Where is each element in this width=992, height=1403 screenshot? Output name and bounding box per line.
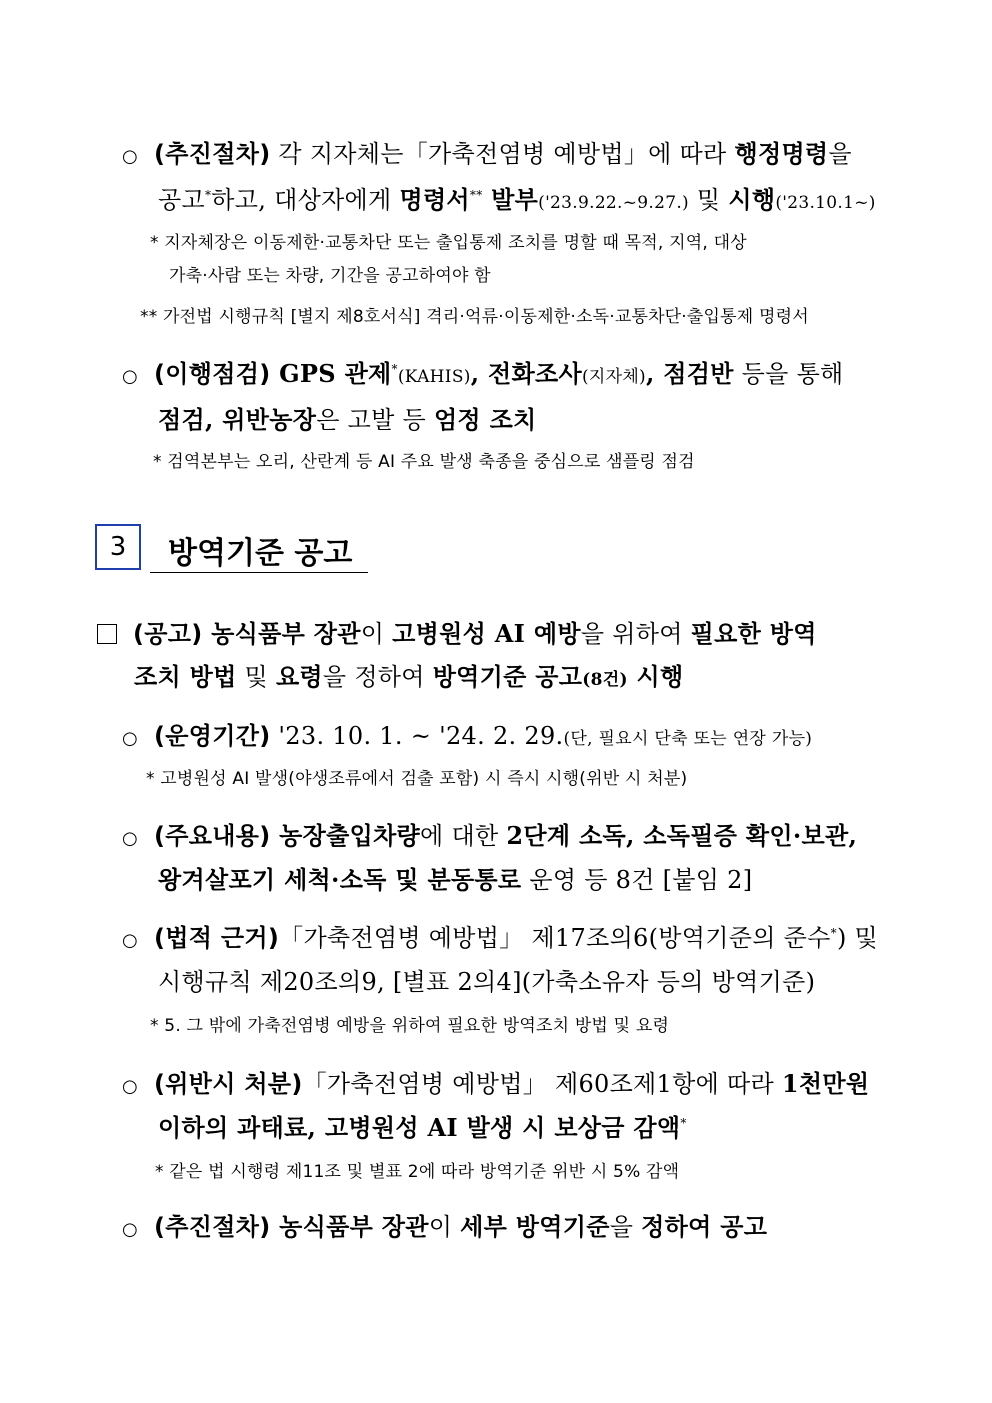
footnote: * 5. 그 밖에 가축전염병 예방을 위하여 필요한 방역조치 방법 및 요령 (150, 1016, 670, 1036)
item-heading: (주요내용) (154, 822, 271, 850)
footnote: * 같은 법 시행령 제11조 및 별표 2에 따라 방역기준 위반 시 5% 감액 (155, 1162, 680, 1182)
item-procedure-line2: 공고*하고, 대상자에게 명령서** 발부('23.9.22.~9.27.) 및 시행('23.10.1~) (158, 185, 876, 214)
sub-penalty-line1: ○ (위반시 처분)「가축전염병 예방법」 제60조제1항에 따라 1천만원 (122, 1069, 870, 1098)
circle-bullet-icon: ○ (122, 1219, 139, 1240)
section-number: 3 (95, 524, 141, 570)
sub-content-line2: 왕겨살포기 세척·소독 및 분동통로 운영 등 8건 [붙임 2] (158, 865, 753, 894)
sub-period-line1: ○ (운영기간) '23. 10. 1. ~ '24. 2. 29.(단, 필요시 단축 또는 연장 가능) (122, 722, 813, 750)
item-inspection-line2: 점검, 위반농장은 고발 등 엄정 조치 (158, 405, 537, 434)
item-inspection-line1: ○ (이행점검) GPS 관제*(KAHIS), 전화조사(지자체), 점검반 등을 통해 (122, 359, 844, 388)
sub-content-line1: ○ (주요내용) 농장출입차량에 대한 2단계 소독, 소독필증 확인·보관, (122, 821, 858, 850)
circle-bullet-icon: ○ (122, 930, 139, 951)
circle-bullet-icon: ○ (122, 146, 139, 167)
circle-bullet-icon: ○ (122, 728, 139, 749)
section-underline (150, 572, 368, 573)
item-heading: (법적 근거) (154, 924, 280, 952)
circle-bullet-icon: ○ (122, 366, 139, 387)
circle-bullet-icon: ○ (122, 828, 139, 849)
checkbox-bullet-icon (97, 624, 117, 644)
section-title: 방역기준 공고 (168, 536, 353, 571)
sub-penalty-line2: 이하의 과태료, 고병원성 AI 발생 시 보상금 감액* (158, 1113, 687, 1142)
item-heading: (추진절차) (154, 1213, 271, 1241)
sub-legal-line1: ○ (법적 근거)「가축전염병 예방법」 제17조의6(방역기준의 준수*) 및 (122, 924, 879, 952)
sub-legal-line2: 시행규칙 제20조의9, [별표 2의4](가축소유자 등의 방역기준) (158, 968, 816, 996)
main-item-line1: (공고) 농식품부 장관이 고병원성 AI 예방을 위하여 필요한 방역 (97, 614, 817, 649)
footnote-cont: 가축·사람 또는 차량, 기간을 공고하여야 함 (169, 266, 491, 286)
footnote: ** 가전법 시행규칙 [별지 제8호서식] 격리·억류·이동제한·소독·교통차단·출입통제 명령서 (140, 307, 809, 327)
circle-bullet-icon: ○ (122, 1076, 139, 1097)
sub-procedure-line1: ○ (추진절차) 농식품부 장관이 세부 방역기준을 정하여 공고 (122, 1212, 768, 1241)
item-heading: (공고) (133, 620, 203, 648)
item-heading: (이행점검) (154, 360, 271, 388)
item-heading: (위반시 처분) (154, 1070, 303, 1098)
item-heading: (추진절차) (154, 140, 271, 168)
footnote: * 검역본부는 오리, 산란계 등 AI 주요 발생 축종을 중심으로 샘플링 점검 (153, 452, 695, 472)
footnote: * 고병원성 AI 발생(야생조류에서 검출 포함) 시 즉시 시행(위반 시 처분) (146, 769, 688, 789)
footnote: * 지자체장은 이동제한·교통차단 또는 출입통제 조치를 명할 때 목적, 지역, 대상 (150, 233, 747, 253)
main-item-line2: 조치 방법 및 요령을 정하여 방역기준 공고(8건) 시행 (134, 662, 684, 691)
item-procedure-line1: ○ (추진절차) 각 지자체는「가축전염병 예방법」에 따라 행정명령을 (122, 139, 852, 168)
item-heading: (운영기간) (154, 722, 271, 750)
